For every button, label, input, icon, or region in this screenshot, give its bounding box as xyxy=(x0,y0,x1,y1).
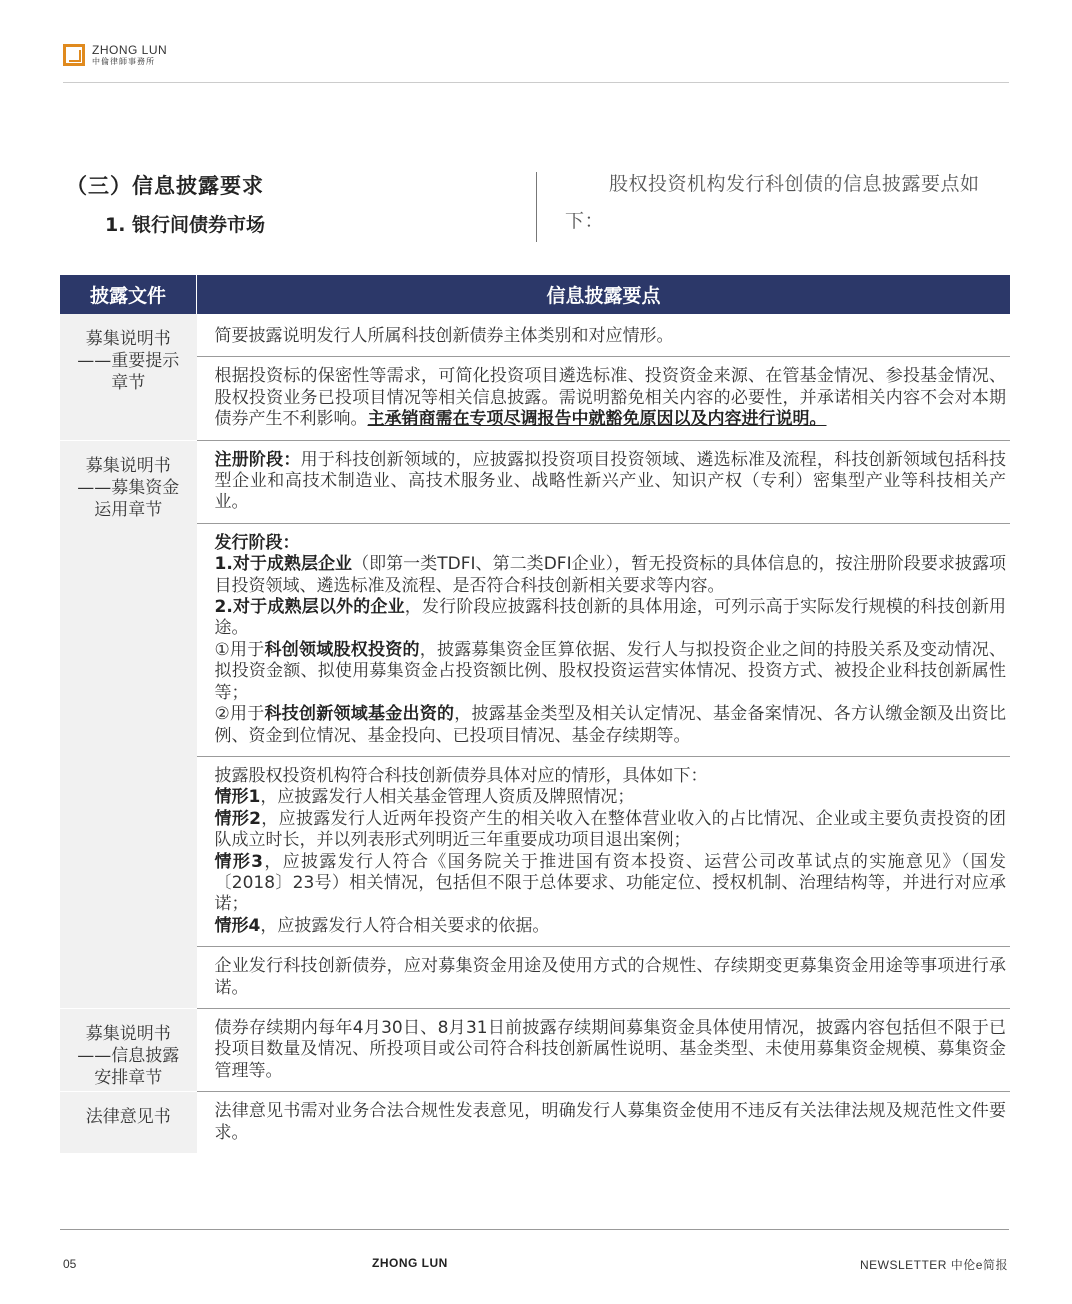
column-header-document: 披露文件 xyxy=(60,275,197,314)
point-bold: 注册阶段： xyxy=(214,449,301,470)
point-text: 简要披露说明发行人所属科技创新债券主体类别和对应情形。 xyxy=(214,326,674,346)
point-text: （即第一类TDFI、第二类DFI企业），暂无投资标的具体信息的，按注册阶段要求披露项目投资领域、遴选标准及流程、是否符合科技创新相关要求等内容。 xyxy=(214,554,1006,596)
point-text: 披露股权投资机构符合科技创新债券具体对应的情形，具体如下： xyxy=(214,765,708,786)
table-row xyxy=(60,1008,1010,1091)
doc-cell: 募集说明书——重要提示章节 xyxy=(60,314,197,440)
point-bold: 情形1 xyxy=(214,787,261,808)
point-text: 债券存续期内每年4月30日、8月31日前披露存续期间募集资金具体使用情况，披露内容包括但不限于已投项目数量及情况、所投项目或公司符合科技创新属性说明、基金类型、未使用募集资金规模、募集资金管理等。 xyxy=(214,1017,1006,1081)
logo-mark-icon xyxy=(63,44,85,66)
doc-cell: 法律意见书 xyxy=(60,1092,197,1153)
point-bold: 科创领域股权投资的 xyxy=(264,639,420,660)
logo-chinese: 中倫律師事務所 xyxy=(92,57,155,66)
point-text: 用于科技创新领域的，应披露拟投资项目投资领域、遴选标准及流程，科技创新领域包括科技型企业和高技术制造业、高技术服务业、战略性新兴产业、知识产权（专利）密集型产业等科技相关产业。 xyxy=(214,449,1007,513)
table-row xyxy=(60,357,1010,440)
point-text: ，披露基金类型及相关认定情况、基金备案情况、各方认缴金额及出资比例、资金到位情况、基金投向、已投项目情况、基金存续期等。 xyxy=(214,704,1006,746)
doc-cell: 募集说明书——募集资金运用章节 xyxy=(60,440,197,1008)
point-text: ，发行阶段应披露科技创新的具体用途，可列示高于实际发行规模的科技创新用途。 xyxy=(214,597,1006,639)
table-row xyxy=(60,947,1010,1009)
point-text: ，应披露发行人相关基金管理人资质及牌照情况； xyxy=(260,787,635,808)
table-row xyxy=(60,1092,1010,1153)
point-bold: 情形4 xyxy=(214,915,261,936)
table-header-row xyxy=(60,275,1010,314)
column-header-points: 信息披露要点 xyxy=(197,275,1011,314)
point-text: ，披露募集资金匡算依据、发行人与拟投资企业之间的持股关系及变动情况、拟投资金额、拟使用募集资金占投资额比例、股权投资运营实体情况、投资方式、被投企业科技创新属性等； xyxy=(214,639,1006,703)
point-text: ①用于 xyxy=(214,639,265,660)
point-cell xyxy=(197,1008,1011,1091)
vertical-divider xyxy=(536,172,537,242)
point-text: ②用于 xyxy=(214,704,265,725)
section-title: （三）信息披露要求 xyxy=(66,174,264,198)
point-bold: 情形3 xyxy=(214,851,263,872)
point-text: ，应披露发行人符合《国务院关于推进国有资本投资、运营公司改革试点的实施意见》（国发〔2018〕23号）相关情况，包括但不限于总体要求、功能定位、授权机制、治理结构等，并进行对应承诺； xyxy=(214,851,1006,915)
footer-brand: ZHONG LUN xyxy=(372,1256,448,1270)
point-cell xyxy=(197,314,1011,357)
point-text: ，应披露发行人近两年投资产生的相关收入在整体营业收入的占比情况、企业或主要负责投资的团队成立时长，并以列表形式列明近三年重要成功项目退出案例； xyxy=(214,808,1006,851)
point-cell xyxy=(197,1092,1011,1153)
point-cell xyxy=(197,357,1011,440)
footer-divider xyxy=(60,1229,1009,1230)
zhonglun-logo xyxy=(63,44,167,66)
point-bold: 情形2 xyxy=(214,808,261,829)
point-bold: 1.对于成熟层企业 xyxy=(214,554,353,575)
table-row xyxy=(60,523,1010,756)
disclosure-table xyxy=(60,275,1010,1154)
point-text: 企业发行科技创新债券，应对募集资金用途及使用方式的合规性、存续期变更募集资金用途等事项进行承诺。 xyxy=(214,956,1006,998)
section-subtitle: 1. 银行间债券市场 xyxy=(105,214,266,236)
point-text: ，应披露发行人符合相关要求的依据。 xyxy=(260,915,550,936)
point-bold: 发行阶段： xyxy=(214,532,300,553)
point-text: 法律意见书需对业务合法合规性发表意见，明确发行人募集资金使用不违反有关法律法规及规范性文件要求。 xyxy=(214,1101,1006,1143)
table-row xyxy=(60,756,1010,946)
point-emphasis: 主承销商需在专项尽调报告中就豁免原因以及内容进行说明。 xyxy=(367,409,827,430)
header-divider xyxy=(63,82,1009,83)
table-row xyxy=(60,440,1010,523)
point-cell xyxy=(197,440,1011,523)
logo-english: ZHONG LUN xyxy=(92,43,168,57)
point-cell xyxy=(197,947,1011,1009)
point-cell xyxy=(197,523,1011,756)
point-text: 根据投资标的保密性等需求，可简化投资项目遴选标准、投资资金来源、在管基金情况、参投基金情况、股权投资业务已投项目情况等相关信息披露。需说明豁免相关内容的必要性，并承诺相关内容不会对本期债券产生不利影响。 xyxy=(214,366,1006,430)
table-row xyxy=(60,314,1010,357)
point-bold: 2.对于成熟层以外的企业 xyxy=(214,597,405,618)
point-cell xyxy=(197,756,1011,946)
footer-newsletter: NEWSLETTER 中伦e简报 xyxy=(859,1258,1008,1272)
page-number: 05 xyxy=(63,1257,77,1271)
page-header xyxy=(0,0,1072,84)
point-bold: 科技创新领域基金出资的 xyxy=(264,704,455,725)
intro-text: 股权投资机构发行科创债的信息披露要点如下： xyxy=(565,173,980,232)
doc-cell: 募集说明书——信息披露安排章节 xyxy=(60,1008,197,1091)
